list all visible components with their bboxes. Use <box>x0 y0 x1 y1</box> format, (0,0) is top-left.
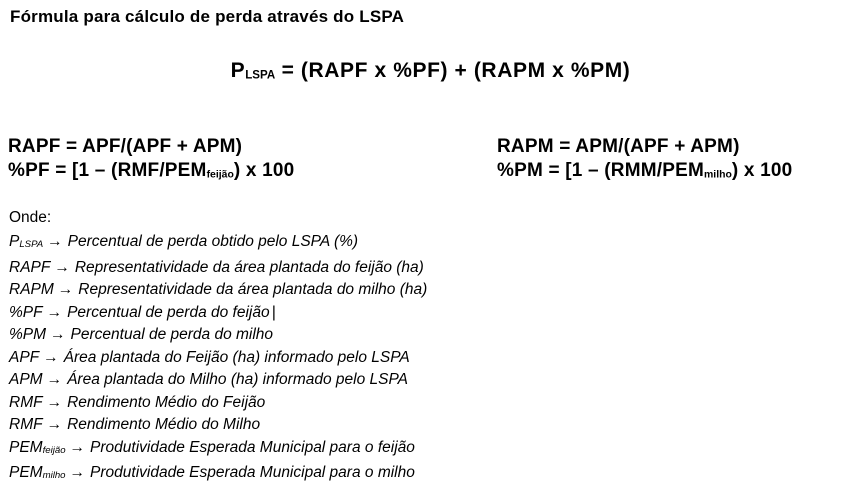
definition-row <box>9 231 427 257</box>
formula-p-subscript: LSPA <box>245 69 276 82</box>
definition-description: Rendimento Médio do Feijão <box>67 393 266 411</box>
definition-row <box>9 392 427 415</box>
pem-feijao-subscript: feijão <box>206 168 234 180</box>
text-cursor: | <box>271 303 276 321</box>
definition-description: Rendimento Médio do Milho <box>67 416 261 434</box>
definition-term: RMF <box>9 393 43 411</box>
definition-term: PEM <box>9 464 43 482</box>
arrow-right-icon: → <box>46 303 63 321</box>
definition-term: APM <box>9 371 43 389</box>
arrow-right-icon: → <box>57 281 74 299</box>
definition-description: Percentual de perda do feijão <box>67 303 270 321</box>
pf-formula <box>8 159 294 187</box>
definition-term: RAPM <box>9 281 54 299</box>
definition-row <box>9 437 427 463</box>
arrow-right-icon: → <box>54 258 70 276</box>
arrow-right-icon: → <box>69 438 86 456</box>
definition-row <box>9 462 427 486</box>
arrow-right-icon: → <box>46 393 63 411</box>
definition-description: Produtividade Esperada Municipal para o milho <box>90 464 415 482</box>
definition-description: Representatividade da área plantada do feijão (ha) <box>74 258 424 276</box>
definition-description: Área plantada do Feijão (ha) informado pelo LSPA <box>63 348 410 366</box>
arrow-right-icon: → <box>46 371 63 389</box>
formula-expression: = (RAPF x %PF) + (RAPM x %PM) <box>275 59 631 82</box>
pm-formula <box>497 159 792 187</box>
definition-description: Produtividade Esperada Municipal para o feijão <box>90 438 415 456</box>
onde-label: Onde: <box>9 209 52 226</box>
document-title: Fórmula para cálculo de perda através do LSPA <box>10 7 405 26</box>
feijao-formula-block <box>8 135 294 186</box>
rapm-formula-text: RAPM = APM/(APF + APM) <box>497 136 740 157</box>
definition-row <box>9 257 427 280</box>
pf-formula-post: ) x 100 <box>233 159 295 181</box>
milho-formula-block <box>497 135 792 186</box>
definition-term-subscript: LSPA <box>19 239 44 251</box>
definition-row <box>9 414 427 437</box>
definition-term: APF <box>9 348 40 366</box>
definition-description: Representatividade da área plantada do milho (ha) <box>78 281 428 299</box>
definition-term-subscript: feijão <box>42 444 66 456</box>
definition-row <box>9 347 427 370</box>
definition-description: Percentual de perda do milho <box>70 326 274 344</box>
arrow-right-icon: → <box>50 326 66 344</box>
arrow-right-icon: → <box>43 348 59 366</box>
pf-formula-pre: %PF = [1 – (RMF/PEM <box>8 159 207 181</box>
definition-row <box>9 369 427 392</box>
definition-term: %PF <box>9 303 43 321</box>
definition-term-subscript: milho <box>42 470 66 482</box>
pem-milho-subscript: milho <box>704 168 732 180</box>
definition-row <box>9 302 427 325</box>
definition-row <box>9 279 427 302</box>
definition-description: Área plantada do Milho (ha) informado pelo LSPA <box>67 371 409 389</box>
definition-description: Percentual de perda obtido pelo LSPA (%) <box>67 233 359 250</box>
arrow-right-icon: → <box>46 416 63 434</box>
arrow-right-icon: → <box>47 233 63 250</box>
definition-term: RAPF <box>9 258 51 276</box>
rapf-formula-text: RAPF = APF/(APF + APM) <box>8 136 243 157</box>
definition-term: P <box>9 233 20 250</box>
definition-term: PEM <box>9 438 43 456</box>
pm-formula-post: ) x 100 <box>731 159 793 181</box>
rapm-formula <box>497 135 792 159</box>
definition-term: RMF <box>9 416 43 434</box>
main-formula <box>0 59 861 83</box>
pm-formula-pre: %PM = [1 – (RMM/PEM <box>497 159 705 181</box>
arrow-right-icon: → <box>69 464 86 482</box>
definitions-list <box>9 231 427 486</box>
definition-term: %PM <box>9 326 47 344</box>
rapf-formula <box>8 135 294 159</box>
formula-p-term: P <box>230 59 246 82</box>
definition-row <box>9 324 427 347</box>
